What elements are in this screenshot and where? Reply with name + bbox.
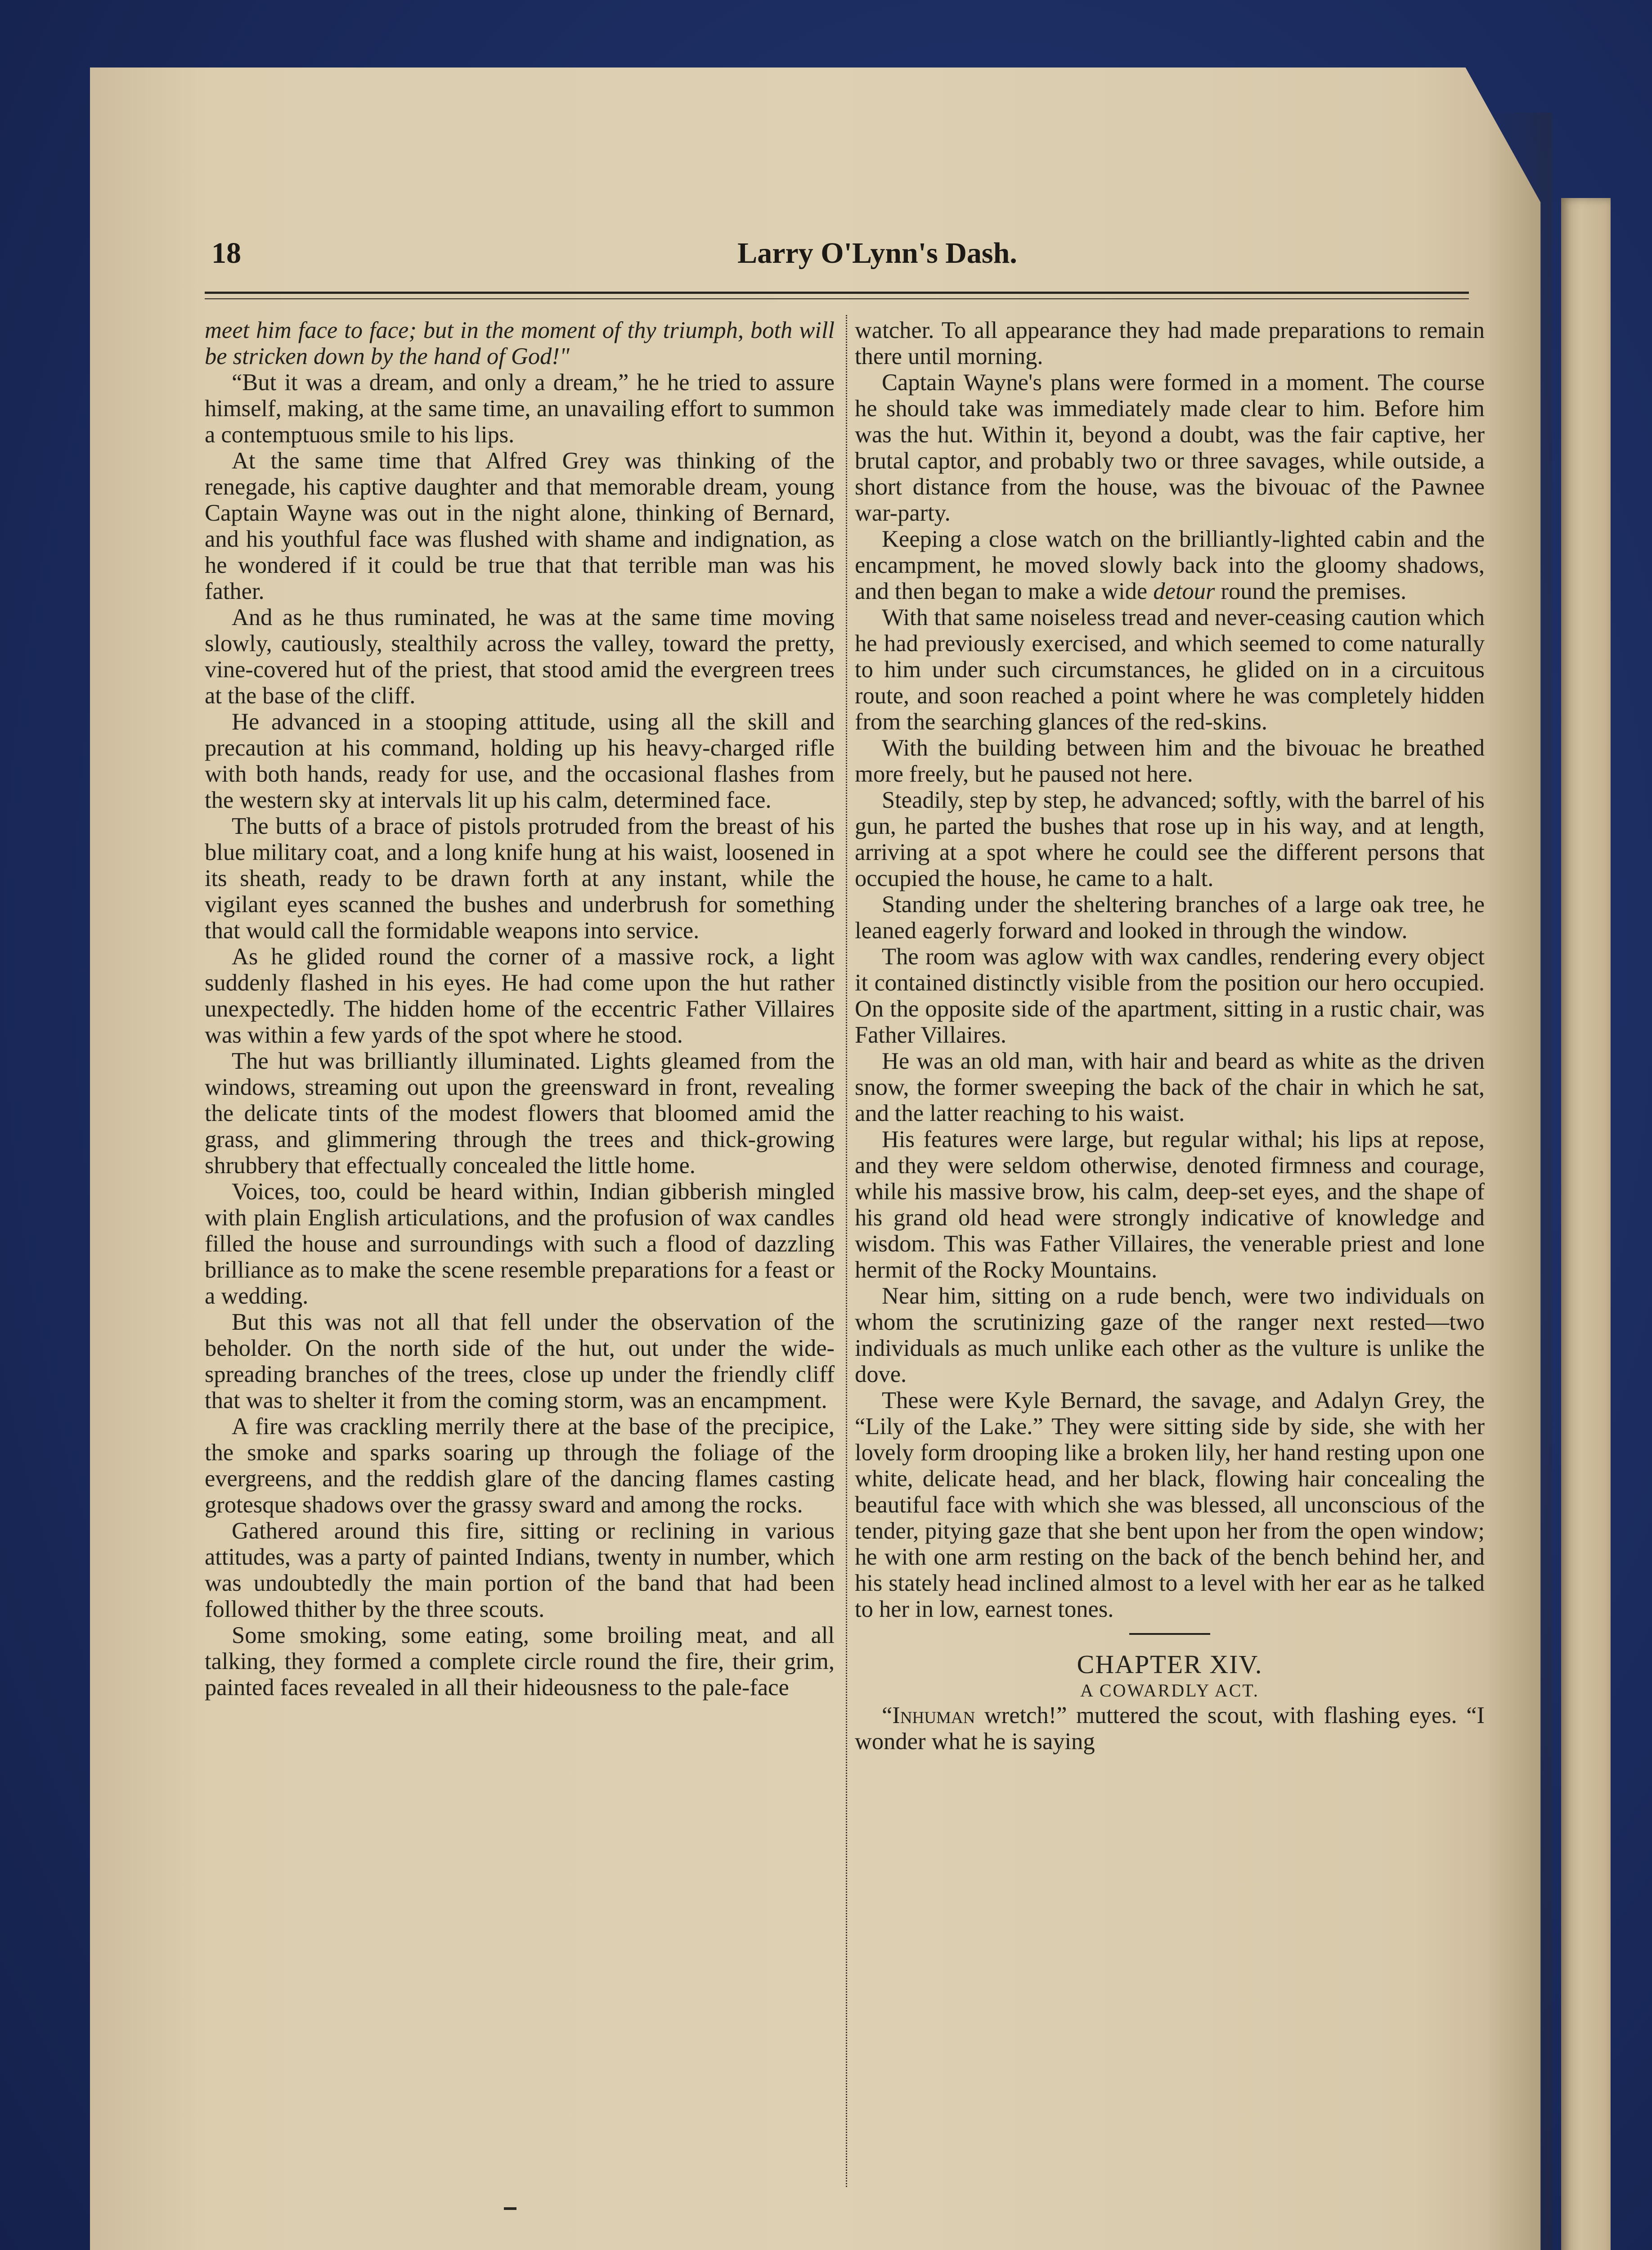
paragraph-text: round the premises. <box>1221 578 1407 604</box>
header-rule <box>205 292 1469 299</box>
paragraph <box>855 526 1485 604</box>
paragraph: Gathered around this fire, sitting or reclining in various attitudes, was a party of painted Indians, twenty in number, which was undoubtedly the main portion of the band that had been followed thither by the three scouts. <box>205 1518 835 1622</box>
paragraph: watcher. To all appearance they had made preparations to remain there until morning. <box>855 317 1485 369</box>
paragraph: As he glided round the corner of a massive rock, a light suddenly flashed in his eyes. He had come upon the hut rather unexpectedly. The hidden home of the eccentric Father Villaires was within a few yards of the spot where he stood. <box>205 944 835 1048</box>
facing-page-edge <box>1561 198 1611 2250</box>
paragraph: The hut was brilliantly illuminated. Lights gleamed from the windows, streaming out upon the greensward in front, revealing the delicate tints of the modest flowers that bloomed amid the grass, and glimmering through the trees and thick-growing shrubbery that effectually concealed the little home. <box>205 1048 835 1179</box>
print-mark <box>504 2207 516 2210</box>
running-title: Larry O'Lynn's Dash. <box>737 237 1017 270</box>
paragraph: With the building between him and the bivouac he breathed more freely, but he paused not here. <box>855 735 1485 787</box>
paragraph: Voices, too, could be heard within, Indian gibberish mingled with plain English articulations, and the profusion of wax candles filled the house and surroundings with such a flood of dazzling brilliance as to make the scene resemble preparations for a feast or a wedding. <box>205 1179 835 1309</box>
column-divider <box>846 315 847 2187</box>
paragraph-text: wretch!” muttered the scout, with flashing eyes. “I wonder what he is saying <box>855 1702 1485 1755</box>
paragraph: Some smoking, some eating, some broiling meat, and all talking, they formed a complete circle round the fire, their grim, painted faces revealed in all their hideousness to the pale-face <box>205 1622 835 1701</box>
section-rule <box>1129 1633 1210 1635</box>
opening-word: “Inhuman <box>882 1702 975 1728</box>
paragraph: And as he thus ruminated, he was at the same time moving slowly, cautiously, stealthily across the valley, toward the pretty, vine-covered hut of the priest, that stood amid the evergreen trees at the base of the cliff. <box>205 604 835 709</box>
left-column <box>205 317 835 2189</box>
right-column <box>855 317 1485 2189</box>
paragraph: But this was not all that fell under the observation of the beholder. On the north side of the hut, out under the wide-spreading branches of the trees, close up under the friendly cliff that was to shelter it from the coming storm, was an encampment. <box>205 1309 835 1413</box>
paragraph: He advanced in a stooping attitude, using all the skill and precaution at his command, holding up his heavy-charged rifle with both hands, ready for use, and the occasional flashes from the western sky at intervals lit up his calm, determined face. <box>205 709 835 813</box>
paragraph: With that same noiseless tread and never-ceasing caution which he had previously exercised, and which seemed to come naturally to him under such circumstances, he glided on in a circuitous route, and soon reached a point where he was completely hidden from the searching glances of the red-skins. <box>855 604 1485 735</box>
paragraph: Captain Wayne's plans were formed in a moment. The course he should take was immediately made clear to him. Before him was the hut. Within it, beyond a doubt, was the fair captive, her brutal captor, and probably two or three savages, while outside, a short distance from the house, was the bivouac of the Pawnee war-party. <box>855 369 1485 526</box>
italic-word: detour <box>1153 578 1215 604</box>
paragraph: “But it was a dream, and only a dream,” he he tried to assure himself, making, at the same time, an unavailing effort to summon a contemptuous smile to his lips. <box>205 369 835 448</box>
paragraph: The butts of a brace of pistols protruded from the breast of his blue military coat, and a long knife hung at his waist, loosened in its sheath, ready to be drawn forth at any instant, while the vigilant eyes scanned the bushes and underbrush for something that would call the formidable weapons into service. <box>205 813 835 944</box>
paragraph: A fire was crackling merrily there at the base of the precipice, the smoke and sparks soaring up through the foliage of the evergreens, and the reddish glare of the dancing flames casting grotesque shadows over the grassy sward and among the rocks. <box>205 1413 835 1518</box>
paragraph: He was an old man, with hair and beard as white as the driven snow, the former sweeping the back of the chair in which he sat, and the latter reaching to his waist. <box>855 1048 1485 1126</box>
paragraph-text: Keeping a close watch on the brilliantly-lighted cabin and the encampment, he moved slowly back into the gloomy shadows, and then began to make a wide <box>855 526 1485 604</box>
paragraph: At the same time that Alfred Grey was thinking of the renegade, his captive daughter and that memorable dream, young Captain Wayne was out in the night alone, thinking of Bernard, and his youthful face was flushed with shame and indignation, as he wondered if it could be true that that terrible man was his father. <box>205 448 835 604</box>
paragraph: Near him, sitting on a rude bench, were two individuals on whom the scrutinizing gaze of the ranger next rested—two individuals as much unlike each other as the vulture is unlike the dove. <box>855 1283 1485 1387</box>
paragraph: His features were large, but regular withal; his lips at repose, and they were seldom otherwise, denoted firmness and courage, while his massive brow, his calm, deep-set eyes, and the shape of his grand old head were strongly indicative of knowledge and wisdom. This was Father Villaires, the venerable priest and lone hermit of the Rocky Mountains. <box>855 1126 1485 1283</box>
spine-shadow <box>1485 112 1552 2250</box>
chapter-title: CHAPTER XIV. <box>1077 1650 1263 1679</box>
chapter-opening-paragraph <box>855 1702 1485 1755</box>
chapter-subtitle: A COWARDLY ACT. <box>1080 1680 1259 1701</box>
paragraph: These were Kyle Bernard, the savage, and Adalyn Grey, the “Lily of the Lake.” They were sitting side by side, she with her lovely form drooping like a broken lily, her hand resting upon one white, delicate head, and her black, flowing hair concealing the beautiful face with which she was blessed, all unconscious of the tender, pitying gaze that she bent upon her from the open window; he with one arm resting on the back of the bench behind her, and his stately head inclined almost to a level with her ear as he talked to her in low, earnest tones. <box>855 1387 1485 1622</box>
page-number: 18 <box>211 237 241 270</box>
paragraph: The room was aglow with wax candles, rendering every object it contained distinctly visible from the position our hero occupied. On the opposite side of the apartment, sitting in a rustic chair, was Father Villaires. <box>855 944 1485 1048</box>
paragraph: meet him face to face; but in the moment of thy triumph, both will be stricken down by the hand of God!" <box>205 317 835 369</box>
paragraph: Standing under the sheltering branches of a large oak tree, he leaned eagerly forward and looked in through the window. <box>855 891 1485 944</box>
paragraph: Steadily, step by step, he advanced; softly, with the barrel of his gun, he parted the bushes that rose up in his way, and at length, arriving at a spot where he could see the different persons that occupied the house, he came to a halt. <box>855 787 1485 891</box>
